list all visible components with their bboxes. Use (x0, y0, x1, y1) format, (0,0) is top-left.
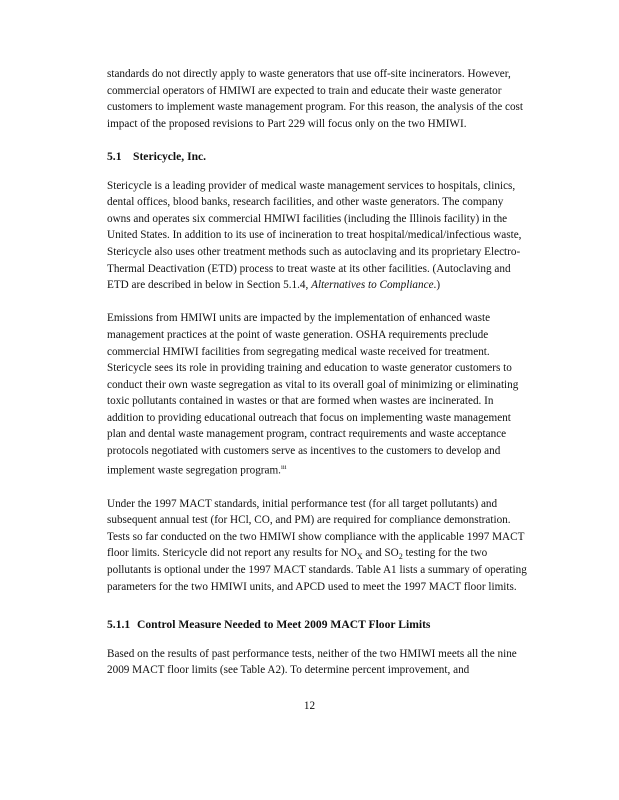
stericycle-text: Stericycle is a leading provider of medical waste management services to hospitals, clinics, dental offices, blood banks, research facilities, and other waste generators. The company owns and operates six commercial HMIWI facilities (including the Illinois facility) in the United States. In addition to its use of incineration to treat hospital/medical/infectious waste, Stericycle also uses other treatment methods such as autoclaving and its proprietary Electro-Thermal Deactivation (ETD) process to treat waste at its other facilities. (Autoclaving and ETD are described in below in Section 5.1.4, (107, 179, 522, 292)
stericycle-paragraph (107, 178, 527, 294)
so2-subscript: 2 (398, 552, 403, 562)
nox-subscript: X (356, 552, 363, 562)
section-reference-italic: Alternatives to Compliance (311, 279, 434, 292)
endnote-reference: iii (280, 463, 287, 471)
subsection-title: Control Measure Needed to Meet 2009 MACT Floor Limits (137, 618, 431, 632)
section-title: Stericycle, Inc. (133, 149, 207, 163)
mact-paragraph (107, 496, 527, 596)
section-number: 5.1 (107, 149, 122, 163)
document-body (107, 66, 527, 679)
emissions-paragraph (107, 310, 527, 479)
subsection-number: 5.1.1 (107, 618, 131, 632)
last-paragraph: Based on the results of past performance tests, neither of the two HMIWI meets all the nine 2009 MACT floor limits (see Table A2). To determine percent improvement, and (107, 647, 517, 677)
mact-text-2: and SO (362, 547, 399, 560)
intro-paragraph: standards do not directly apply to waste generators that use off-site incinerators. However, commercial operators of HMIWI are expected to train and educate their waste generator customers to implement waste management program. For this reason, the analysis of the cost impact of the proposed revisions to Part 229 will focus only on the two HMIWI. (107, 68, 524, 130)
stericycle-text-end: .) (433, 279, 441, 292)
section-heading-5-1 (107, 149, 527, 166)
mact-text-1: Under the 1997 MACT standards, initial performance test (for all target pollutants) and subsequent annual test (for HCl, CO, and PM) are required for compliance demonstration. Tests so far conducted on the two HMIWI show compliance with the applicable 1997 MACT floor limits. Stericycle did not report any results for NO (107, 497, 525, 560)
section-heading-5-1-1 (107, 617, 527, 634)
emissions-text: Emissions from HMIWI units are impacted by the implementation of enhanced waste management practices at the point of waste generation. OSHA requirements preclude commercial HMIWI facilities from segregating medical waste received for treatment. Stericycle sees its role in providing training and education to waste generator customers to conduct their own waste segregation as vital to its overall goal of minimizing or eliminating toxic pollutants contained in wastes or that are formed when wastes are incinerated. In addition to providing educational outreach that focus on implementing waste management plan and dental waste management program, contract requirements and waste acceptance protocols negotiated with customers serve as incentives to the customers to develop and implement waste segregation program. (107, 312, 519, 477)
mact-text-3: testing for the two pollutants is optional under the 1997 MACT standards. Table A1 lists a summary of operating parameters for the two HMIWI units, and APCD used to meet the 1997 MACT floor limits. (107, 547, 527, 593)
page-number: 12 (303, 700, 316, 712)
